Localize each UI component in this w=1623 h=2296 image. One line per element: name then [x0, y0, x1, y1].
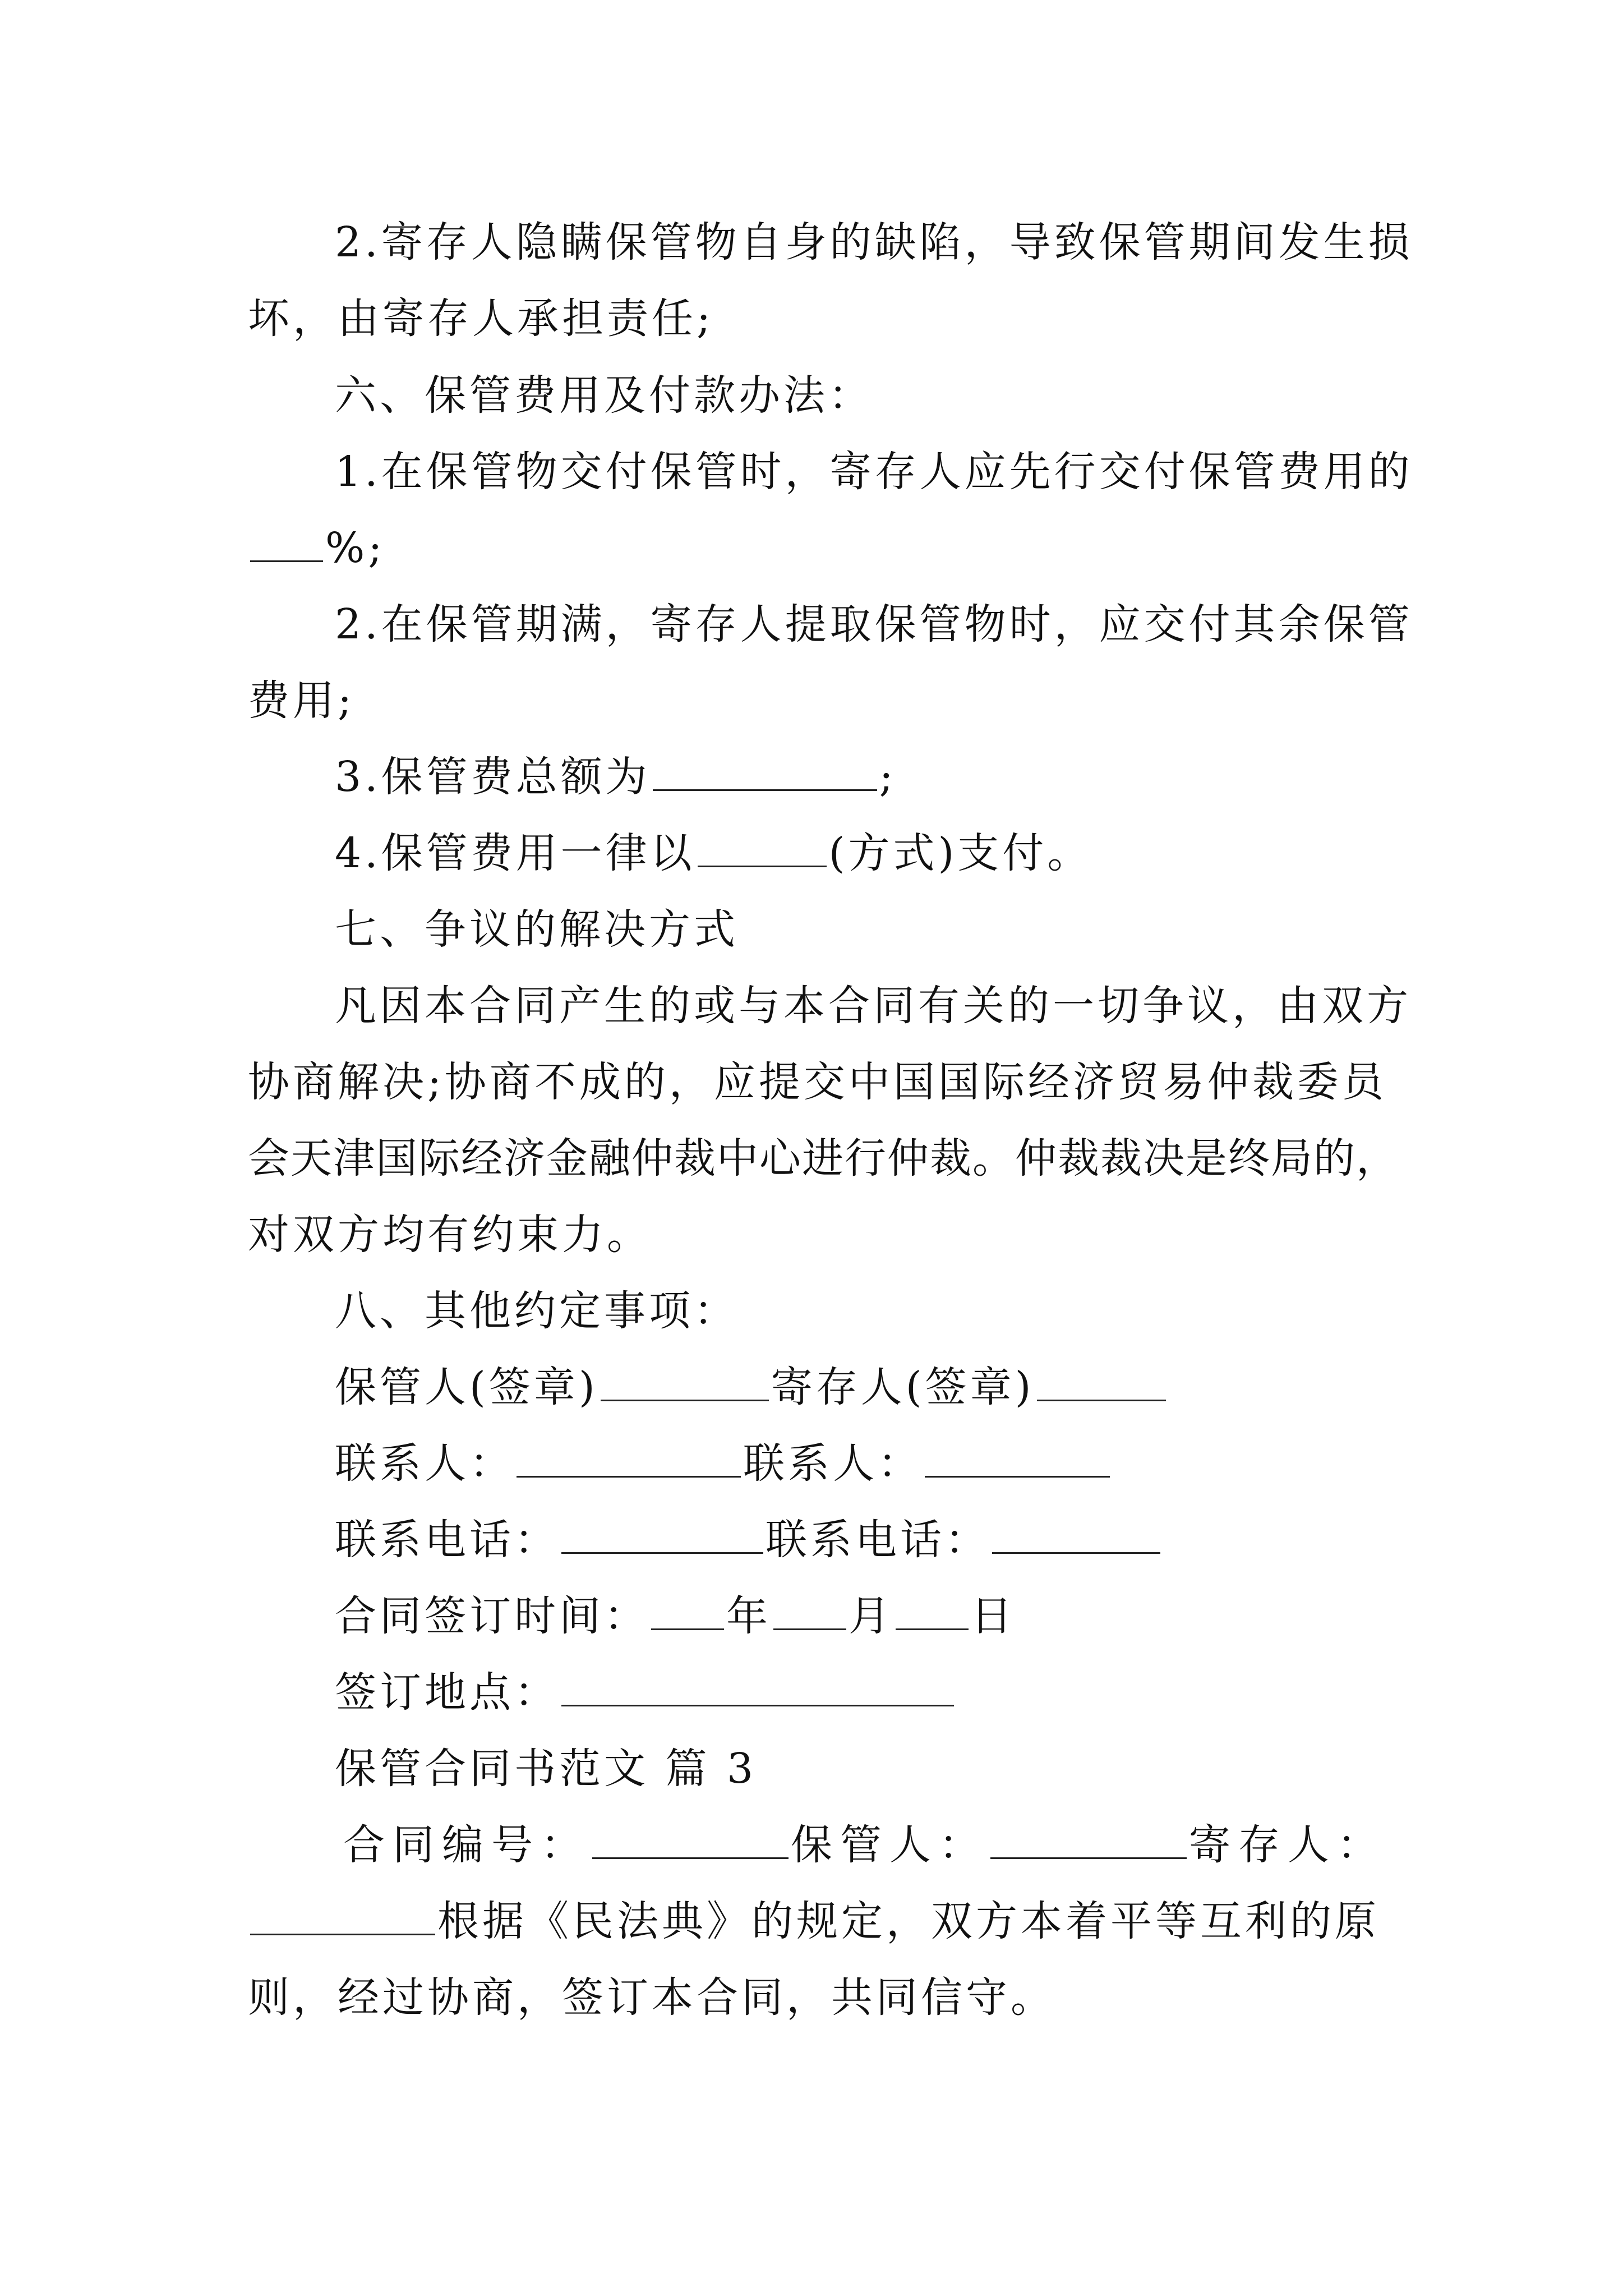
section-7-line-1: 凡因本合同产生的或与本合同有关的一切争议，由双方: [335, 982, 1412, 1030]
parties-row: [343, 1817, 1476, 1873]
article-3-title: 保管合同书范文 篇 3: [335, 1745, 757, 1793]
signing-place-blank: [561, 1665, 954, 1706]
contact-row: [335, 1435, 1468, 1492]
custodian-phone-label: 联系电话：: [335, 1516, 559, 1564]
total-fee-suffix: ;: [879, 753, 897, 801]
custodian-blank: [990, 1818, 1187, 1859]
clause-6-1-line-2: [248, 520, 1381, 576]
payment-method-suffix: (方式)支付。: [828, 829, 1092, 877]
signing-place-label: 签订地点：: [335, 1668, 559, 1717]
clause-6-1-line-1: 1.在保管物交付保管时，寄存人应先行交付保管费用的: [335, 448, 1413, 496]
custodian-signature-blank: [601, 1360, 769, 1401]
total-fee-blank: [653, 750, 877, 791]
depositor-signature-blank: [1037, 1360, 1166, 1401]
clause-6-4: [335, 825, 1468, 881]
signing-date-label: 合同签订时间：: [335, 1592, 649, 1640]
percent-suffix: %;: [325, 524, 386, 572]
section-7-title: 七、争议的解决方式: [335, 905, 739, 954]
depositor-signature-label: 寄存人(签章): [771, 1363, 1035, 1411]
custodian-phone-blank: [561, 1513, 763, 1554]
depositor-label: 寄存人：: [1189, 1821, 1386, 1869]
clause-6-3: [335, 749, 1468, 805]
year-label: 年: [726, 1592, 771, 1640]
month-label: 月: [849, 1592, 893, 1640]
section-8-title: 八、其他约定事项：: [335, 1287, 739, 1335]
section-6-title: 六、保管费用及付款办法：: [335, 371, 873, 420]
day-label: 日: [971, 1592, 1016, 1640]
payment-method-label: 4.保管费用一律以: [335, 829, 695, 877]
total-fee-label: 3.保管费总额为: [335, 753, 651, 801]
custodian-label: 保管人：: [791, 1821, 988, 1869]
contract-number-label: 合同编号：: [343, 1821, 590, 1869]
month-blank: [773, 1589, 846, 1630]
depositor-contact-label: 联系人：: [743, 1439, 923, 1488]
signing-date-row: [335, 1588, 1468, 1644]
clause-5-2-line-2: 坏，由寄存人承担责任;: [248, 295, 714, 343]
depositor-phone-label: 联系电话：: [766, 1516, 990, 1564]
day-blank: [896, 1589, 969, 1630]
section-7-line-3: 会天津国际经济金融仲裁中心进行仲裁。仲裁裁决是终局的，: [248, 1134, 1399, 1182]
signature-row: [335, 1359, 1468, 1415]
depositor-phone-blank: [992, 1513, 1160, 1554]
custodian-contact-label: 联系人：: [335, 1439, 514, 1488]
depositor-blank: [250, 1894, 435, 1935]
depositor-contact-blank: [925, 1437, 1110, 1478]
percent-blank: [250, 521, 323, 562]
preamble-line-2: 则，经过协商，签订本合同，共同信守。: [248, 1973, 1055, 2022]
clause-5-2-line-1: 2.寄存人隐瞒保管物自身的缺陷，导致保管期间发生损: [335, 218, 1413, 266]
clause-6-2-line-2: 费用;: [248, 677, 355, 725]
preamble-line-1: [248, 1893, 1381, 1949]
preamble-text: 根据《民法典》的规定，双方本着平等互利的原: [437, 1897, 1380, 1945]
custodian-contact-blank: [517, 1437, 741, 1478]
clause-6-2-line-1: 2.在保管期满，寄存人提取保管物时，应交付其余保管: [335, 600, 1413, 648]
custodian-signature-label: 保管人(签章): [335, 1363, 598, 1411]
section-7-line-2: 协商解决;协商不成的，应提交中国国际经济贸易仲裁委员: [248, 1058, 1387, 1106]
payment-method-blank: [698, 826, 827, 867]
year-blank: [651, 1589, 724, 1630]
contract-number-blank: [592, 1818, 789, 1859]
phone-row: [335, 1512, 1468, 1568]
section-7-line-4: 对双方均有约束力。: [248, 1211, 652, 1259]
signing-place-row: [335, 1664, 1468, 1720]
